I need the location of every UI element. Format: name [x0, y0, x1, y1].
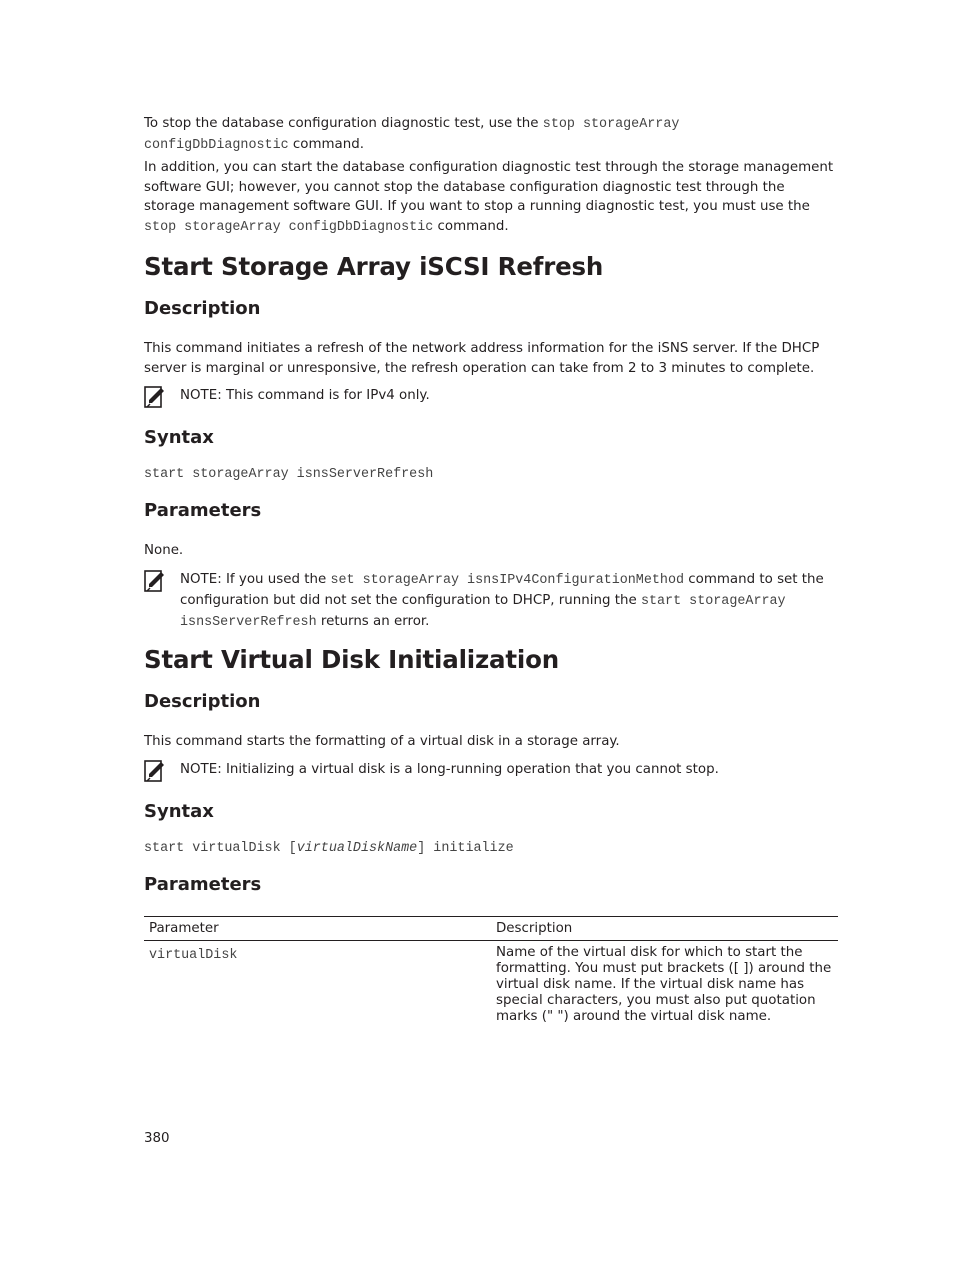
syntax-code: [144, 841, 514, 856]
note-pencil-icon: [144, 386, 166, 408]
intro-text: command.: [288, 136, 365, 152]
section-title: Start Storage Array iSCSI Refresh: [144, 252, 604, 281]
intro-text: To stop the database configuration diagnostic test, use the: [144, 116, 543, 131]
note-body: command to set the configuration but did not set the configuration to DHCP, running the: [180, 572, 824, 608]
note-body: This command is for IPv4 only.: [221, 388, 430, 403]
inline-code: set storageArray isnsIPv4ConfigurationMethod: [330, 573, 685, 588]
inline-code: start storageArray isnsServerRefresh: [180, 594, 786, 630]
parameters-table: [144, 916, 838, 1029]
page-number: 380: [144, 1131, 170, 1146]
column-header: Description: [496, 921, 573, 936]
note-pencil-icon: [144, 760, 166, 782]
note-body: Initializing a virtual disk is a long-running operation that you cannot stop.: [221, 762, 719, 777]
intro-paragraph-2: [144, 158, 838, 237]
note-label: NOTE:: [180, 762, 222, 777]
note-callout: [144, 760, 838, 786]
description-heading: Description: [144, 691, 261, 712]
syntax-variable: virtualDiskName: [296, 841, 418, 856]
note-callout: [144, 386, 838, 412]
syntax-part: ] initialize: [417, 841, 514, 856]
note-label: NOTE:: [180, 572, 222, 587]
parameter-cell: [144, 941, 491, 1030]
table-header-row: [144, 917, 838, 941]
note-pencil-icon: [144, 570, 166, 592]
note-body: If you used the: [221, 572, 331, 587]
note-callout: [144, 570, 838, 630]
column-header: Parameter: [149, 921, 219, 936]
inline-code: stop storageArray configDbDiagnostic: [144, 219, 434, 235]
intro-paragraph-1: [144, 114, 838, 155]
note-text: [180, 760, 838, 780]
description-text: This command starts the formatting of a virtual disk in a storage array.: [144, 734, 620, 749]
parameters-heading: Parameters: [144, 500, 262, 521]
parameters-text: None.: [144, 543, 184, 558]
note-text: [180, 386, 838, 406]
syntax-heading: Syntax: [144, 427, 214, 448]
description-heading: Description: [144, 298, 261, 319]
intro-text: command.: [433, 218, 509, 234]
syntax-code: start storageArray isnsServerRefresh: [144, 467, 434, 482]
parameters-heading: Parameters: [144, 874, 262, 895]
note-text: [180, 570, 838, 633]
table-row: [144, 941, 838, 1030]
syntax-part: start virtualDisk [: [144, 841, 297, 856]
inline-code: stop storageArray: [542, 117, 680, 132]
note-body: returns an error.: [316, 614, 430, 629]
syntax-heading: Syntax: [144, 801, 214, 822]
section-title: Start Virtual Disk Initialization: [144, 645, 559, 674]
description-text: This command initiates a refresh of the network address information for the iSNS server. If the DHCP server is marginal or unresponsive, the refresh operation can take from 2 to 3 minutes to complete.: [144, 341, 820, 376]
description-cell: Name of the virtual disk for which to start the formatting. You must put brackets ([ ]) around the virtual disk name. If the virtual disk name has special characters, you must also put quotation marks (" ") around the virtual disk name.: [496, 945, 832, 1024]
note-label: NOTE:: [180, 388, 222, 403]
intro-text: In addition, you can start the database configuration diagnostic test through the storage management software GUI; however, you cannot stop the database configuration diagnostic test through the storage management software GUI. If you want to stop a running diagnostic test, you must use the: [144, 160, 834, 215]
inline-code: configDbDiagnostic: [144, 137, 289, 153]
parameter-name: virtualDisk: [149, 948, 238, 963]
